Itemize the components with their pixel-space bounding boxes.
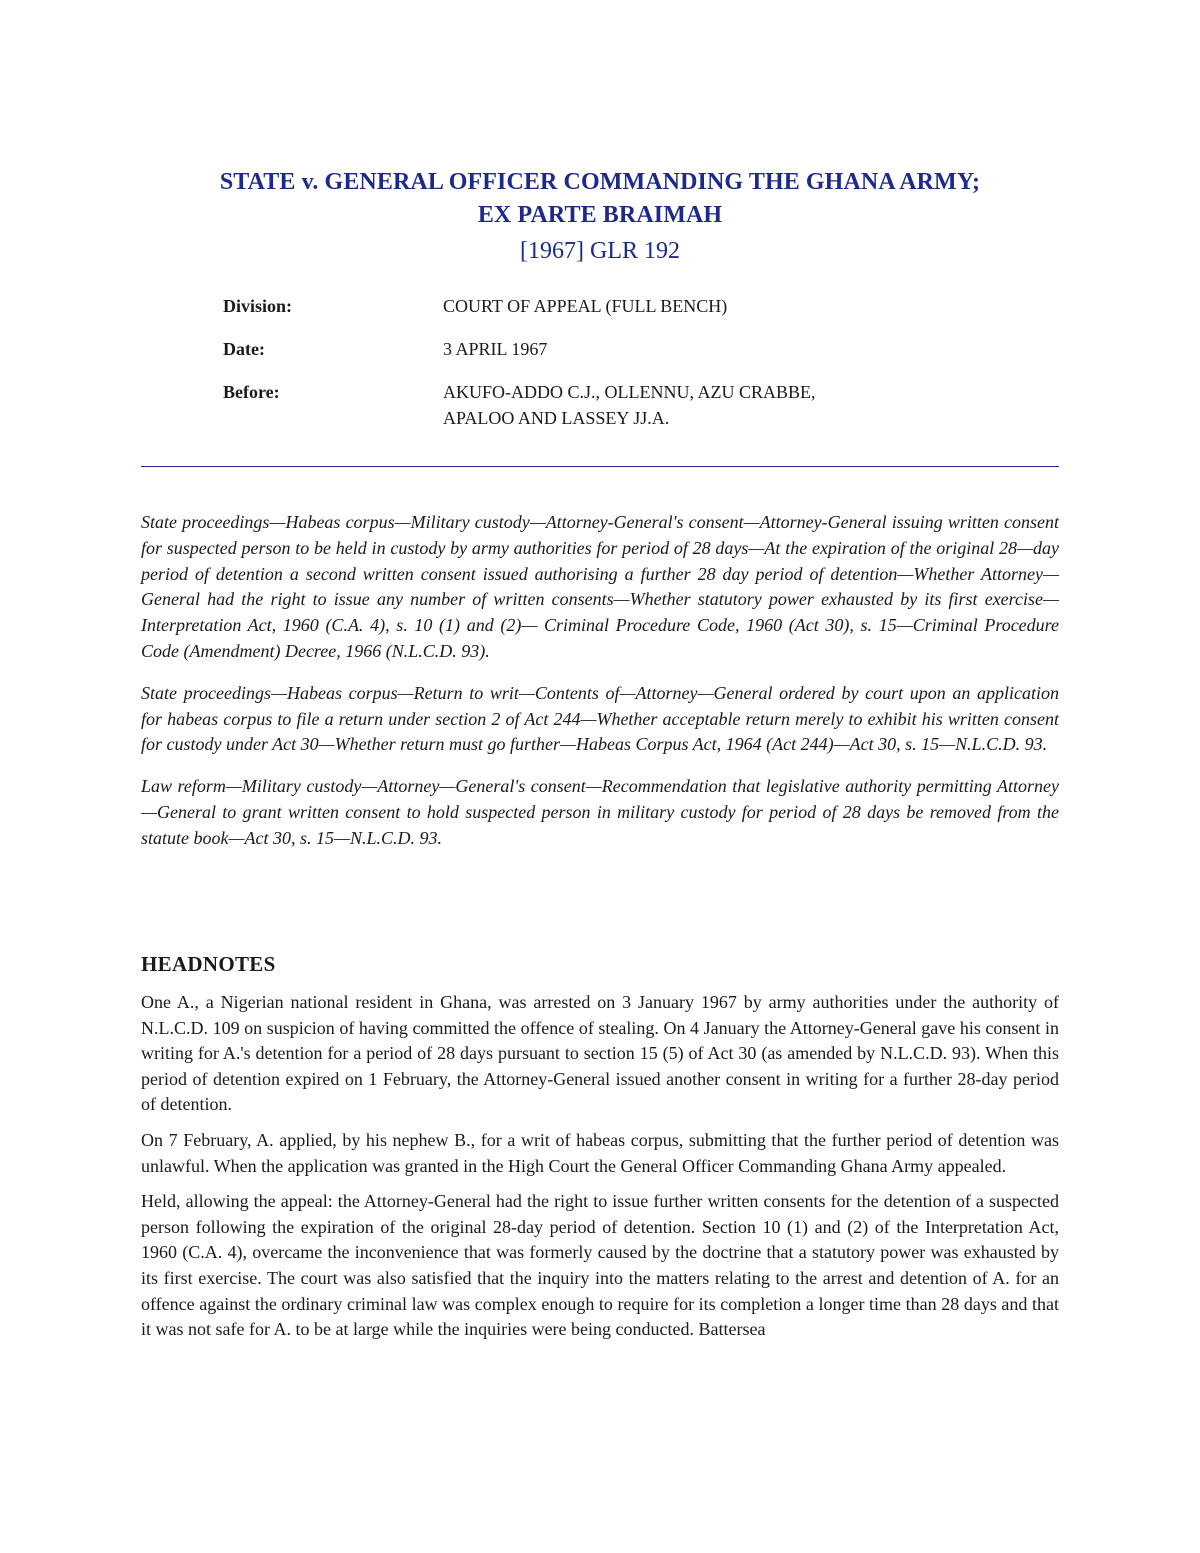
- before-row: [223, 379, 1023, 431]
- headnote-paragraph: On 7 February, A. applied, by his nephew B., for a writ of habeas corpus, submitting that the further period of detention was unlawful. When the application was granted in the High Court the General Officer Commanding Ghana Army appealed.: [141, 1129, 1059, 1176]
- case-metadata: [223, 293, 1023, 448]
- case-citation: [1967] GLR 192: [520, 238, 680, 264]
- catchwords-section: [141, 510, 1059, 868]
- division-label: Division:: [223, 296, 293, 316]
- headnote-paragraph: Held, allowing the appeal: the Attorney-General had the right to issue further written consents for the detention of a suspected person following the expiration of the original 28-day period of detention. Section 10 (1) and (2) of the Interpretation Act, 1960 (C.A. 4), overcame the inconvenience that was formerly caused by the doctrine that a statutory power was exhausted by its first exercise. The court was also satisfied that the inquiry into the matters relating to the arrest and detention of A. for an offence against the ordinary criminal law was complex enough to require for its completion a longer time than 28 days and that it was not safe for A. to be at large while the inquiries were being conducted. Battersea: [141, 1191, 1059, 1340]
- case-title-line-1: STATE v. GENERAL OFFICER COMMANDING THE GHANA ARMY;: [219, 169, 981, 195]
- headnote-paragraph: One A., a Nigerian national resident in Ghana, was arrested on 3 January 1967 by army authorities under the authority of N.L.C.D. 109 on suspicion of having committed the offence of stealing. On 4 January the Attorney-General gave his consent in writing for A.'s detention for a period of 28 days pursuant to section 15 (5) of Act 30 (as amended by N.L.C.D. 93). When this period of detention expired on 1 February, the Attorney-General issued another consent in writing for a further 28-day period of detention.: [141, 992, 1059, 1115]
- catchword-paragraph: Law reform—Military custody—Attorney—General's consent—Recommendation that legislative authority permitting Attorney—General to grant written consent to hold suspected person in military custody for period of 28 days be removed from the statute book—Act 30, s. 15—N.L.C.D. 93.: [141, 776, 1059, 848]
- date-label: Date:: [223, 339, 265, 359]
- before-label: Before:: [223, 382, 280, 402]
- division-row: [223, 293, 1023, 319]
- headnotes-section: [141, 990, 1059, 1353]
- case-title-line-2: EX PARTE BRAIMAH: [477, 202, 723, 228]
- catchword-paragraph: State proceedings—Habeas corpus—Military custody—Attorney-General's consent—Attorney-General issuing written consent for suspected person to be held in custody by army authorities for period of 28 days—At the expiration of the original 28—day period of detention a second written consent issued authorising a further 28 day period of detention—Whether Attorney—General had the right to issue any number of written consents—Whether statutory power exhausted by its first exercise—Interpretation Act, 1960 (C.A. 4), s. 10 (1) and (2)— Criminal Procedure Code, 1960 (Act 30), s. 15—Criminal Procedure Code (Amendment) Decree, 1966 (N.L.C.D. 93).: [141, 512, 1059, 661]
- date-value: 3 APRIL 1967: [443, 339, 548, 359]
- section-divider: [141, 466, 1059, 467]
- before-value: [443, 379, 1003, 431]
- division-value: COURT OF APPEAL (FULL BENCH): [443, 296, 728, 316]
- headnotes-heading: HEADNOTES: [141, 952, 276, 976]
- date-row: [223, 336, 1023, 362]
- before-value-line-1: AKUFO-ADDO C.J., OLLENNU, AZU CRABBE,: [443, 382, 816, 402]
- catchword-paragraph: State proceedings—Habeas corpus—Return to writ—Contents of—Attorney—General ordered by court upon an application for habeas corpus to file a return under section 2 of Act 244—Whether acceptable return merely to exhibit his written consent for custody under Act 30—Whether return must go further—Habeas Corpus Act, 1964 (Act 244)—Act 30, s. 15—N.L.C.D. 93.: [141, 682, 1059, 755]
- before-value-line-2: APALOO AND LASSEY JJ.A.: [443, 408, 670, 428]
- case-title-block: [141, 166, 1059, 269]
